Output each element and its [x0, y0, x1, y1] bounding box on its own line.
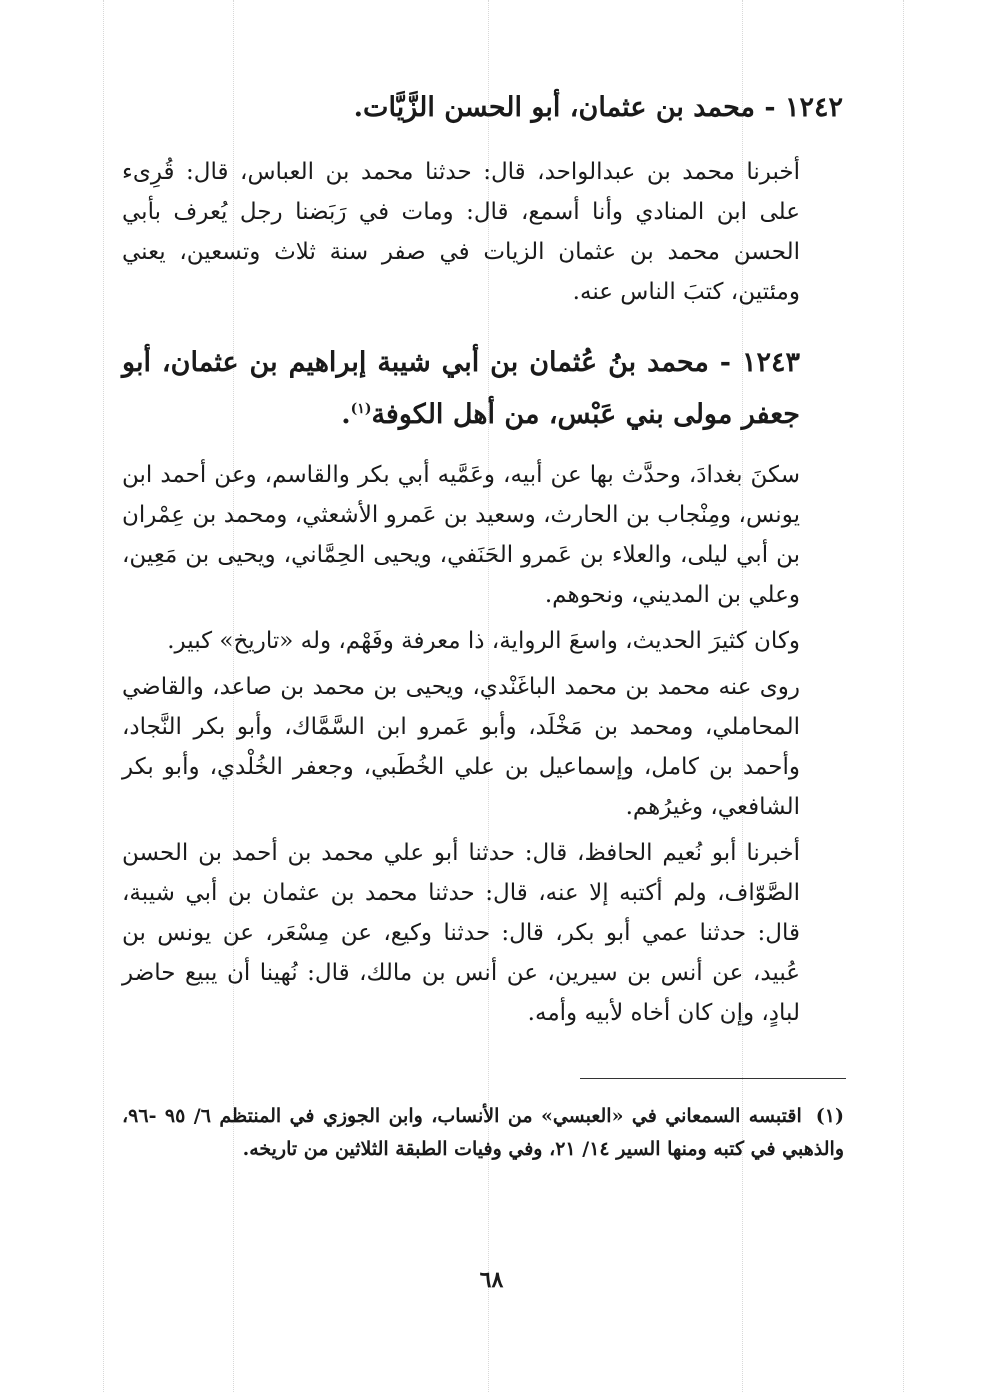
entry-1242-paragraph: أخبرنا محمد بن عبدالواحد، قال: حدثنا محمد بن العباس، قال: قُرِىء على ابن المنادي وأنا أسمع، قال: ومات في رَبَضنا رجل يُعرف بأبي الحسن محمد بن عثمان الزيات في صفر سنة ثلاث وتسعين، يعني ومئتين، كتبَ الناس عنه.: [122, 159, 800, 305]
scan-artifact: [103, 0, 104, 1392]
paragraph-description: وكان كثيرَ الحديث، واسعَ الرواية، ذا معرفة وفَهْم، وله «تاريخ» كبير.: [167, 628, 800, 654]
paragraph-residence: سكنَ بغدادَ، وحدَّث بها عن أبيه، وعَمَّيه أبي بكر والقاسم، وعن أحمد ابن يونس، ومِنْجاب بن الحارث، وسعيد بن عَمرو الأشعثي، ومحمد بن عِمْران بن أبي ليلى، والعلاء بن عَمرو الحَنَفي، ويحيى الحِمَّاني، ويحيى بن مَعِين، وعلي بن المديني، ونحوهم.: [122, 462, 800, 608]
scan-artifact: [903, 0, 904, 1392]
footnote-number: (١): [815, 1105, 844, 1127]
footnote-divider: [580, 1078, 846, 1079]
paragraph-hadith: أخبرنا أبو نُعيم الحافظ، قال: حدثنا أبو علي محمد بن أحمد بن الحسن الصَّوّاف، ولم أكتبه إلا عنه، قال: حدثنا محمد بن عثمان بن أبي شيبة، قال: حدثنا عمي أبو بكر، قال: حدثنا وكيع، عن مِسْعَر، عن يونس بن عُبيد، عن أنس بن سيرين، عن أنس بن مالك، قال: نُهينا أن يبيع حاضر لبادٍ، وإن كان أخاه لأبيه وأمه.: [122, 840, 800, 1026]
entry-1243-heading: [122, 340, 844, 438]
entry-1243-heading-text: ١٢٤٣ - محمد بنُ عُثمان بن أبي شيبة إبراهيم بن عثمان، أبو جعفر مولى بني عَبْس، من أهل الكوفة: [122, 347, 800, 430]
entry-1242-heading: ١٢٤٢ - محمد بن عثمان، أبو الحسن الزَّيَّات.: [353, 92, 843, 123]
paragraph-narrators: روى عنه محمد بن محمد الباغَنْدي، ويحيى بن محمد بن صاعد، والقاضي المحاملي، ومحمد بن مَخْلَد، وأبو عَمرو ابن السَّمَّاك، وأبو بكر النَّجاد، وأحمد بن كامل، وإسماعيل بن علي الخُطَبي، وجعفر الخُلْدي، وأبو بكر الشافعي، وغيرُهم.: [122, 674, 800, 820]
entry-1243-heading-end: .: [341, 399, 351, 430]
entry-1243-body: [122, 455, 844, 1033]
footnote-reference[interactable]: (١): [350, 401, 372, 417]
footnote: [122, 1100, 844, 1166]
entry-1242-body: [122, 152, 844, 312]
footnote-text: اقتبسه السمعاني في «العبسي» من الأنساب، وابن الجوزي في المنتظم ٦/ ٩٥ -٩٦، والذهبي في كتبه ومنها السير ١٤/ ٢١، وفي وفيات الطبقة الثلاثين من تاريخه.: [122, 1105, 844, 1160]
page-number: ٦٨: [479, 1267, 504, 1293]
